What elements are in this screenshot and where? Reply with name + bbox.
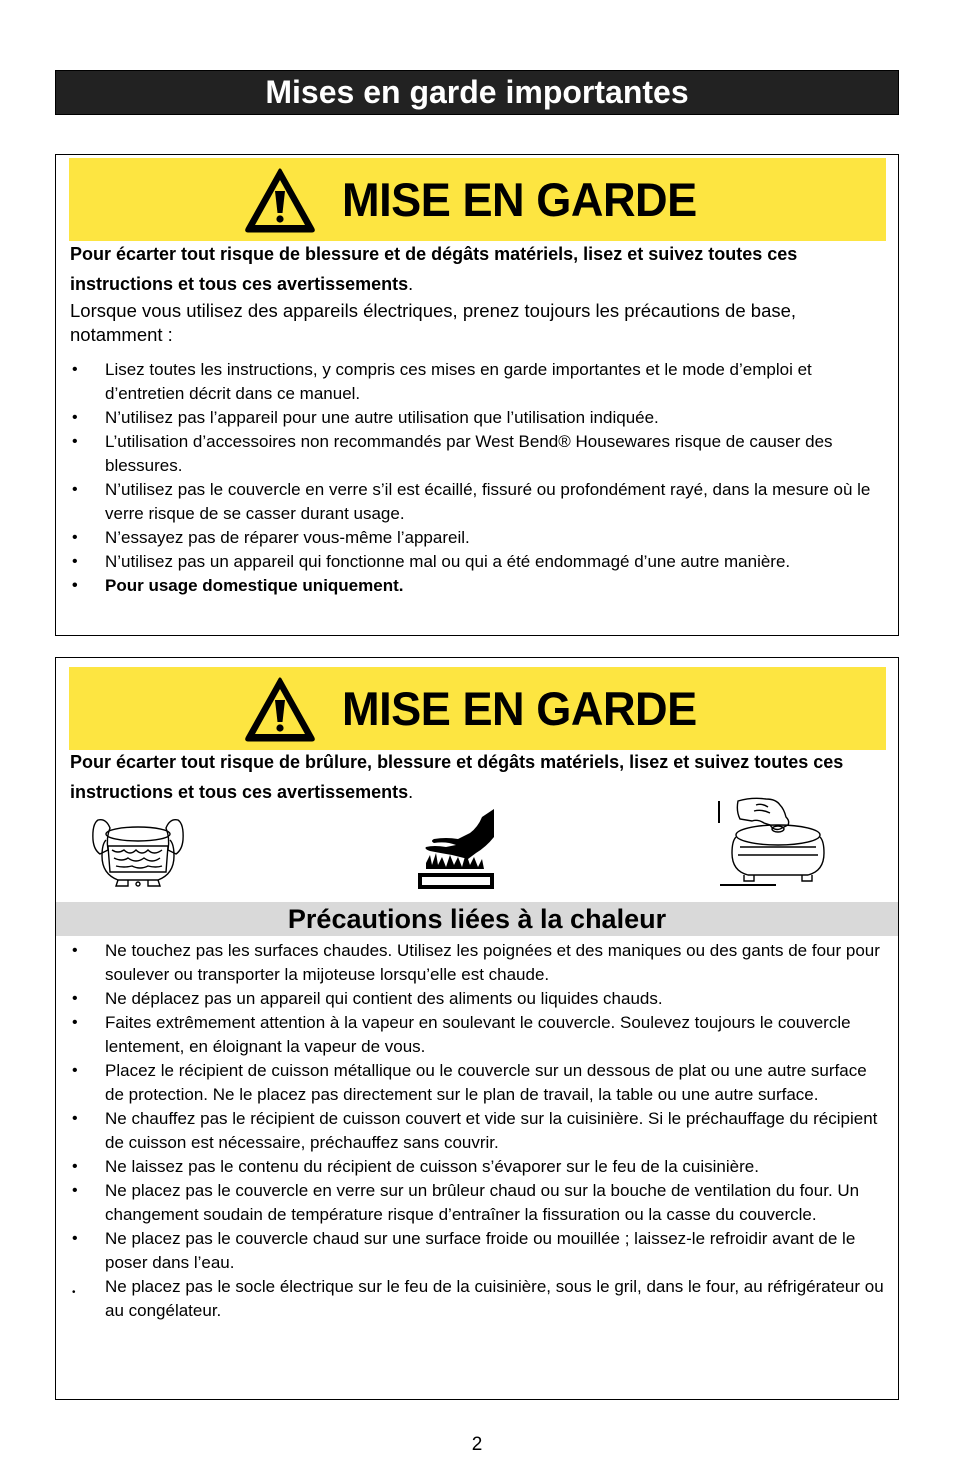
list-item: • Ne touchez pas les surfaces chaudes. Utilisez les poignées et des maniques ou des gants de four pour soulever ou transporter la mijoteuse lorsqu’elle est chaude. [72, 941, 880, 984]
warning-lead-tail: . [408, 274, 414, 294]
list-item: • N’utilisez pas l’appareil pour une autre utilisation que l’utilisation indiquée. [72, 408, 659, 427]
warning-triangle-icon [244, 167, 316, 233]
warning-lead-tail: . [408, 782, 414, 802]
list-item: • Ne placez pas le couvercle en verre sur un brûleur chaud ou sur la bouche de ventilation du four. Un changement soudain de température risque d’entraîner la fissuration ou la casse du couvercle. [72, 1181, 860, 1224]
page-title: Mises en garde importantes [55, 70, 899, 115]
heat-precautions-list [70, 939, 885, 1323]
list-item: • Placez le récipient de cuisson métallique ou le couvercle sur un dessous de plat ou une autre surface de protection. Ne le placez pas directement sur le plan de travail, la table ou une autre surface. [72, 1061, 867, 1104]
safety-list [70, 358, 885, 598]
hot-surface-hand-icon [416, 807, 496, 891]
list-item: • Ne placez pas le couvercle chaud sur une surface froide ou mouillée ; laissez-le refroidir avant de le poser dans l’eau. [72, 1229, 856, 1272]
list-item: • L’utilisation d’accessoires non recommandés par West Bend® Housewares risque de causer des blessures. [72, 432, 833, 475]
warning-lead-bold: Pour écarter tout risque de brûlure, blessure et dégâts matériels, lisez et suivez toutes ces instructions et tous ces avertissements [70, 752, 844, 802]
intro-text: Lorsque vous utilisez des appareils électriques, prenez toujours les précautions de base, notamment : [70, 300, 797, 345]
warning-banner [69, 158, 886, 241]
warning-lead [70, 239, 885, 299]
slow-cooker-mitts-icon [88, 810, 188, 892]
list-item: • N’utilisez pas un appareil qui fonctionne mal ou qui a été endommagé d’une autre manière. [72, 552, 791, 571]
warning-banner-text: MISE EN GARDE [341, 173, 697, 226]
list-item: • N’utilisez pas le couvercle en verre s’il est écaillé, fissuré ou profondément rayé, dans la mesure où le verre risque de se casser durant usage. [72, 480, 871, 523]
warning-box-general [55, 154, 899, 636]
lid-lift-hand-icon [718, 795, 840, 887]
page-number: 2 [471, 1434, 483, 1455]
list-item: • N’essayez pas de réparer vous-même l’appareil. [72, 528, 470, 547]
warning-lead-bold: Pour écarter tout risque de blessure et de dégâts matériels, lisez et suivez toutes ces instructions et tous ces avertissements [70, 244, 798, 294]
list-item: • Ne laissez pas le contenu du récipient de cuisson s’évaporer sur le feu de la cuisinière. [72, 1157, 759, 1176]
warning-banner-text: MISE EN GARDE [341, 682, 697, 735]
warning-triangle-icon [244, 676, 316, 742]
list-item: • Lisez toutes les instructions, y compris ces mises en garde importantes et le mode d’emploi et d’entretien décrit dans ce manuel. [72, 360, 812, 403]
section-heading-heat: Précautions liées à la chaleur [56, 902, 898, 936]
warning-box-heat [55, 657, 899, 1400]
list-item: • Ne déplacez pas un appareil qui contient des aliments ou liquides chauds. [72, 989, 663, 1008]
warning-banner [69, 667, 886, 750]
list-item: • Ne chauffez pas le récipient de cuisson couvert et vide sur la cuisinière. Si le préchauffage du récipient de cuisson est nécessaire, préchauffez sans couvrir. [72, 1109, 878, 1152]
list-item: • Faites extrêmement attention à la vapeur en soulevant le couvercle. Soulevez toujours le couvercle lentement, en éloignant la vapeur de vous. [72, 1013, 851, 1056]
list-item-household-use: • Pour usage domestique uniquement. [72, 576, 404, 595]
list-item: • Ne placez pas le socle électrique sur le feu de la cuisinière, sous le gril, dans le four, au réfrigérateur ou au congélateur. [72, 1277, 884, 1320]
